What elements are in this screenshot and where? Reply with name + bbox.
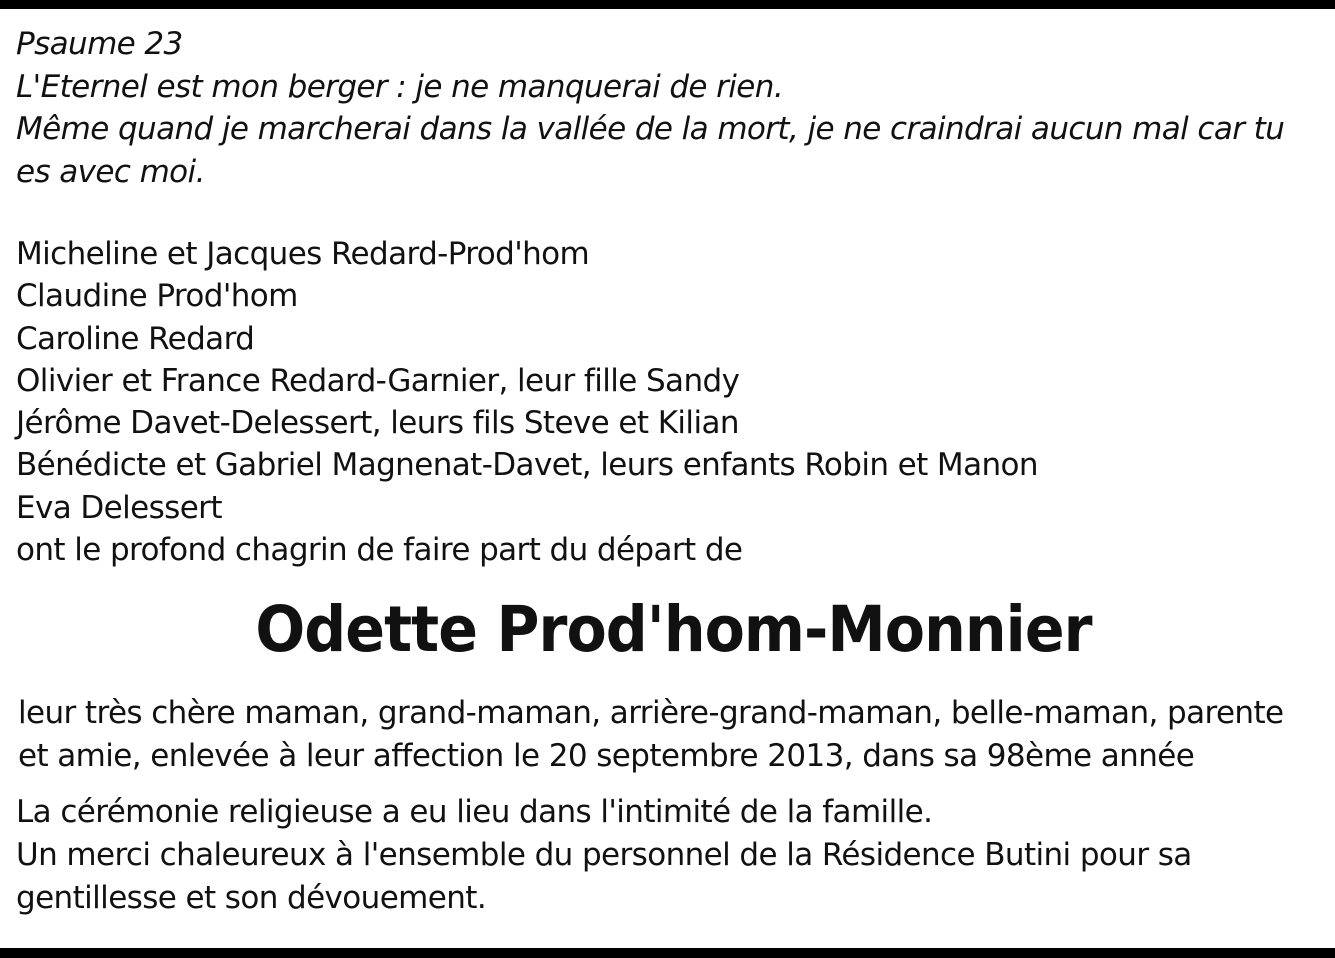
family-line: Claudine Prod'hom (16, 278, 298, 315)
psalm-quote (16, 23, 1321, 193)
psalm-verse-2-line-2: es avec moi. (16, 153, 205, 190)
family-line: Bénédicte et Gabriel Magnenat-Davet, leurs enfants Robin et Manon (16, 447, 1038, 484)
psalm-verse-1: L'Eternel est mon berger : je ne manquerai de rien. (16, 68, 784, 105)
ceremony-line-3: gentillesse et son dévouement. (16, 880, 487, 916)
deceased-name: Odette Prod'hom-Monnier (255, 593, 1092, 666)
family-line: Olivier et France Redard-Garnier, leur fille Sandy (16, 362, 740, 399)
ceremony-line-1: La cérémonie religieuse a eu lieu dans l'intimité de la famille. (16, 794, 933, 830)
family-line: Eva Delessert (16, 489, 222, 526)
family-line: Caroline Redard (16, 320, 255, 357)
deceased-description (18, 692, 1284, 777)
description-line-2: et amie, enlevée à leur affection le 20 septembre 2013, dans sa 98ème année (18, 737, 1195, 774)
bottom-border-rule (0, 948, 1335, 958)
family-line: Micheline et Jacques Redard-Prod'hom (16, 236, 590, 272)
description-line-1: leur très chère maman, grand-maman, arrière-grand-maman, belle-maman, parente (18, 695, 1284, 731)
family-list (16, 233, 1038, 571)
ceremony-notice (16, 791, 1192, 920)
psalm-reference: Psaume 23 (16, 26, 183, 62)
psalm-verse-2-line-1: Même quand je marcherai dans la vallée de la mort, je ne craindrai aucun mal car tu (16, 111, 1285, 147)
announcement-text: ont le profond chagrin de faire part du départ de (16, 532, 743, 569)
top-border-rule (0, 0, 1335, 9)
family-line: Jérôme Davet-Delessert, leurs fils Steve et Kilian (16, 405, 739, 442)
ceremony-line-2: Un merci chaleureux à l'ensemble du personnel de la Résidence Butini pour sa (16, 837, 1192, 873)
